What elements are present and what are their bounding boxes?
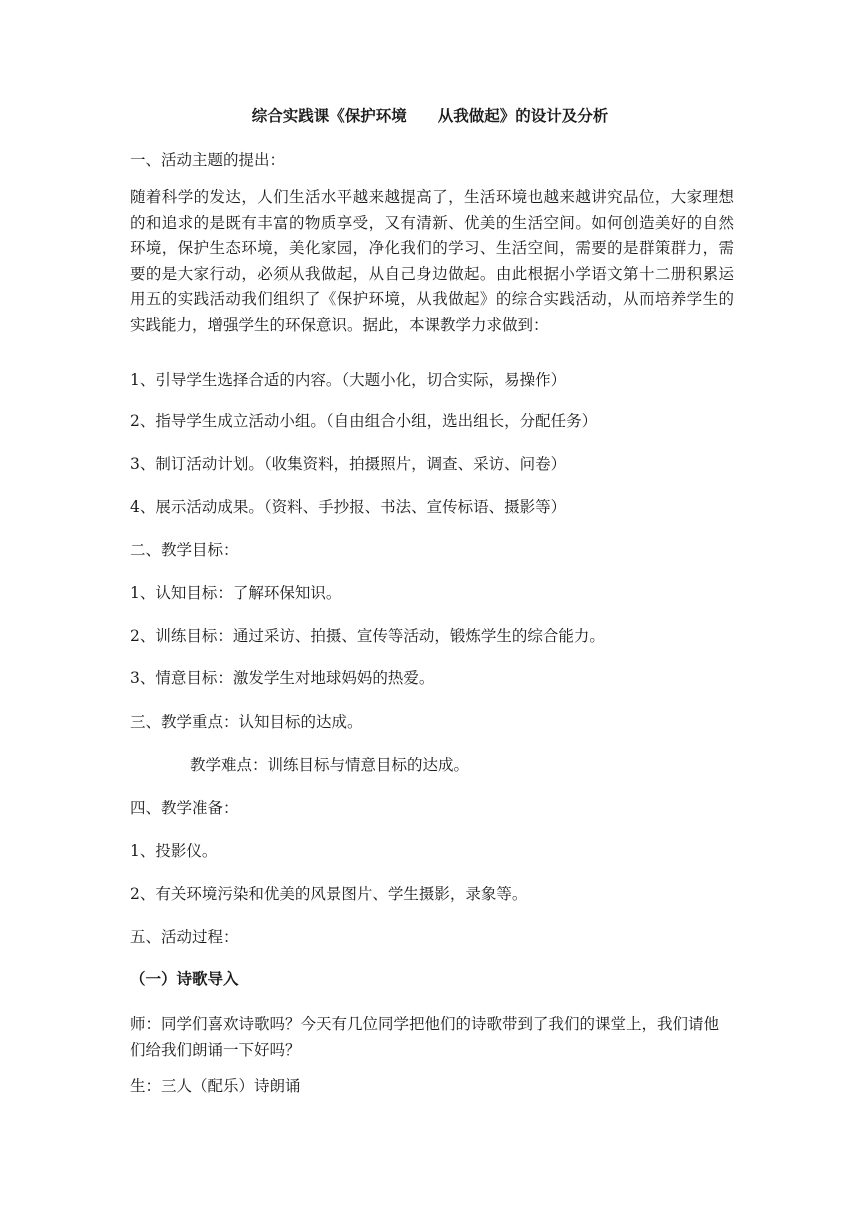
section-heading-4: 四、教学准备： bbox=[130, 799, 239, 817]
list-item: 1、认知目标：了解环保知识。 bbox=[130, 584, 342, 602]
difficulty-line: 教学难点：训练目标与情意目标的达成。 bbox=[190, 756, 470, 774]
document-title: 综合实践课《保护环境 从我做起》的设计及分析 bbox=[251, 107, 609, 125]
section-heading-1: 一、活动主题的提出： bbox=[130, 151, 286, 169]
list-item: 3、制订活动计划。（收集资料，拍摄照片，调查、采访、问卷） bbox=[130, 455, 567, 473]
list-item: 1、投影仪。 bbox=[130, 842, 218, 860]
list-item: 2、指导学生成立活动小组。（自由组合小组，选出组长，分配任务） bbox=[130, 412, 598, 430]
list-item: 3、情意目标：激发学生对地球妈妈的热爱。 bbox=[130, 669, 435, 687]
list-item: 2、有关环境污染和优美的风景图片、学生摄影，录象等。 bbox=[130, 885, 528, 903]
list-item: 4、展示活动成果。（资料、手抄报、书法、宣传标语、摄影等） bbox=[130, 498, 567, 516]
section-heading-2: 二、教学目标： bbox=[130, 541, 239, 559]
intro-paragraph: 随着科学的发达，人们生活水平越来越提高了，生活环境也越来越讲究品位，大家理想的和追求的是既有丰富的物质享受，又有清新、优美的生活空间。如何创造美好的自然环境，保护生态环境，美化家园，净化我们的学习、生活空间，需要的是群策群力，需要的是大家行动，必须从我做起，从自己身边做起。由此根据小学语文第十二册积累运用五的实践活动我们组织了《保护环境，从我做起》的综合实践活动，从而培养学生的实践能力，增强学生的环保意识。据此，本课教学力求做到： bbox=[130, 188, 734, 334]
teacher-line: 师：同学们喜欢诗歌吗？今天有几位同学把他们的诗歌带到了我们的课堂上，我们请他们给我们朗诵一下好吗？ bbox=[130, 1015, 720, 1059]
list-item: 1、引导学生选择合适的内容。（大题小化，切合实际，易操作） bbox=[130, 371, 567, 389]
sub-heading: （一）诗歌导入 bbox=[130, 970, 239, 988]
section-heading-5: 五、活动过程： bbox=[130, 928, 239, 946]
student-line: 生：三人（配乐）诗朗诵 bbox=[130, 1077, 301, 1095]
section-heading-3: 三、教学重点：认知目标的达成。 bbox=[130, 713, 363, 731]
list-item: 2、训练目标：通过采访、拍摄、宣传等活动，锻炼学生的综合能力。 bbox=[130, 627, 605, 645]
